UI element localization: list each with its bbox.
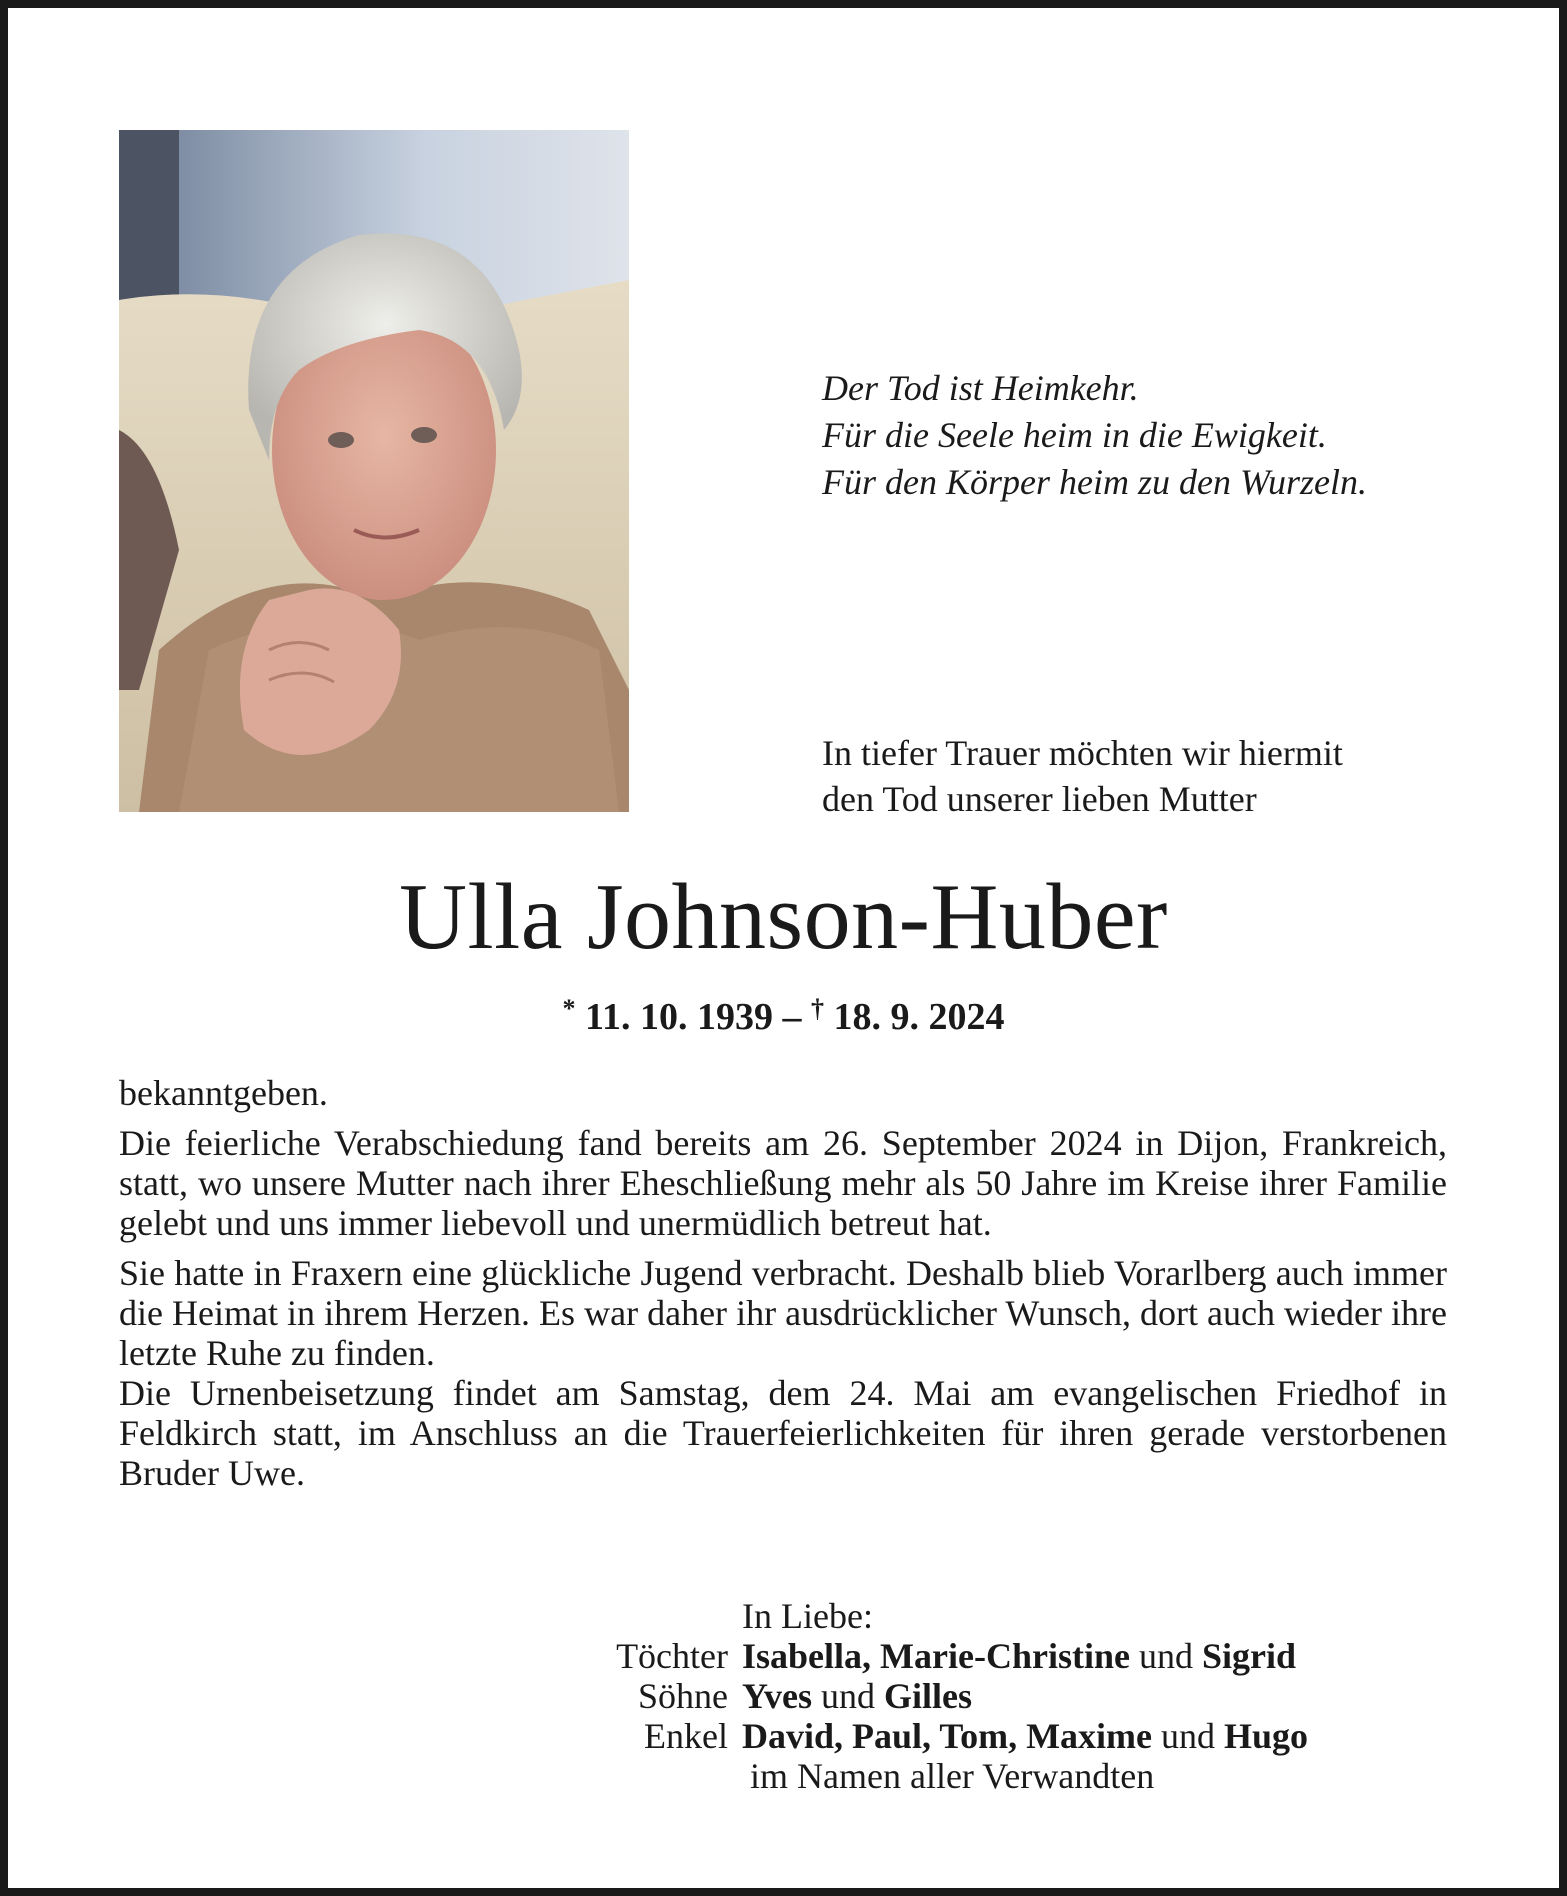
quote-line: Für den Körper heim zu den Wurzeln. [822,462,1367,502]
sons-label: Söhne [638,1676,728,1716]
birth-date: 11. 10. 1939 [585,996,773,1038]
portrait-photo [119,130,629,812]
death-date: 18. 9. 2024 [833,996,1005,1038]
grandchildren-last: Hugo [1224,1716,1309,1756]
conjunction: und [1138,1636,1193,1676]
daughters-names [742,1636,1296,1676]
daughters-last: Sigrid [1201,1636,1296,1676]
body-paragraph: bekanntgeben. [119,1073,328,1113]
sons-list: Yves [742,1676,812,1716]
signoff-closing: im Namen aller Verwandten [750,1756,1155,1796]
life-dates [0,987,1567,1039]
conjunction: und [1161,1716,1216,1756]
date-dash: – [782,996,802,1038]
deceased-name: Ulla Johnson-Huber [399,865,1168,969]
memorial-quote [822,365,1502,506]
grandchildren-row [560,1716,1520,1756]
intro-line: den Tod unserer lieben Mutter [822,779,1257,819]
body-paragraph: Die Urnenbeisetzung findet am Samstag, dem 24. Mai am evangelischen Friedhof in Feldkirch statt, im Anschluss an die Trauerfeierlichkeiten für ihren gerade verstorbenen Bruder Uwe. [119,1373,1447,1493]
sons-row [560,1676,1520,1716]
daughters-list: Isabella, Marie-Christine [742,1636,1130,1676]
death-symbol: † [810,994,824,1023]
body-paragraph: Die feierliche Verabschiedung fand bereits am 26. September 2024 in Dijon, Frankreich, statt, wo unsere Mutter nach ihrer Eheschließung mehr als 50 Jahre im Kreise ihrer Familie gelebt und uns immer liebevoll und unermüdlich betreut hat. [119,1123,1447,1243]
grandchildren-names [742,1716,1308,1756]
quote-line: Der Tod ist Heimkehr. [822,368,1139,408]
sons-names [742,1676,972,1716]
signoff-intro: In Liebe: [742,1596,873,1636]
sons-last: Gilles [884,1676,972,1716]
conjunction: und [821,1676,875,1716]
quote-line: Für die Seele heim in die Ewigkeit. [822,415,1327,455]
announcement-intro [822,730,1502,822]
grandchildren-label: Enkel [644,1716,728,1756]
grandchildren-list: David, Paul, Tom, Maxime [742,1716,1153,1756]
daughters-row [560,1636,1520,1676]
birth-symbol: * [562,994,576,1023]
announcement-body [119,1073,1447,1503]
family-signoff [560,1596,1520,1796]
daughters-label: Töchter [616,1636,728,1676]
portrait-image [119,130,629,812]
body-paragraph: Sie hatte in Fraxern eine glückliche Jugend verbracht. Deshalb blieb Vorarlberg auch immer die Heimat in ihrem Herzen. Es war daher ihr ausdrücklicher Wunsch, dort auch wieder ihre letzte Ruhe zu finden. [119,1253,1447,1373]
intro-line: In tiefer Trauer möchten wir hiermit [822,733,1343,773]
